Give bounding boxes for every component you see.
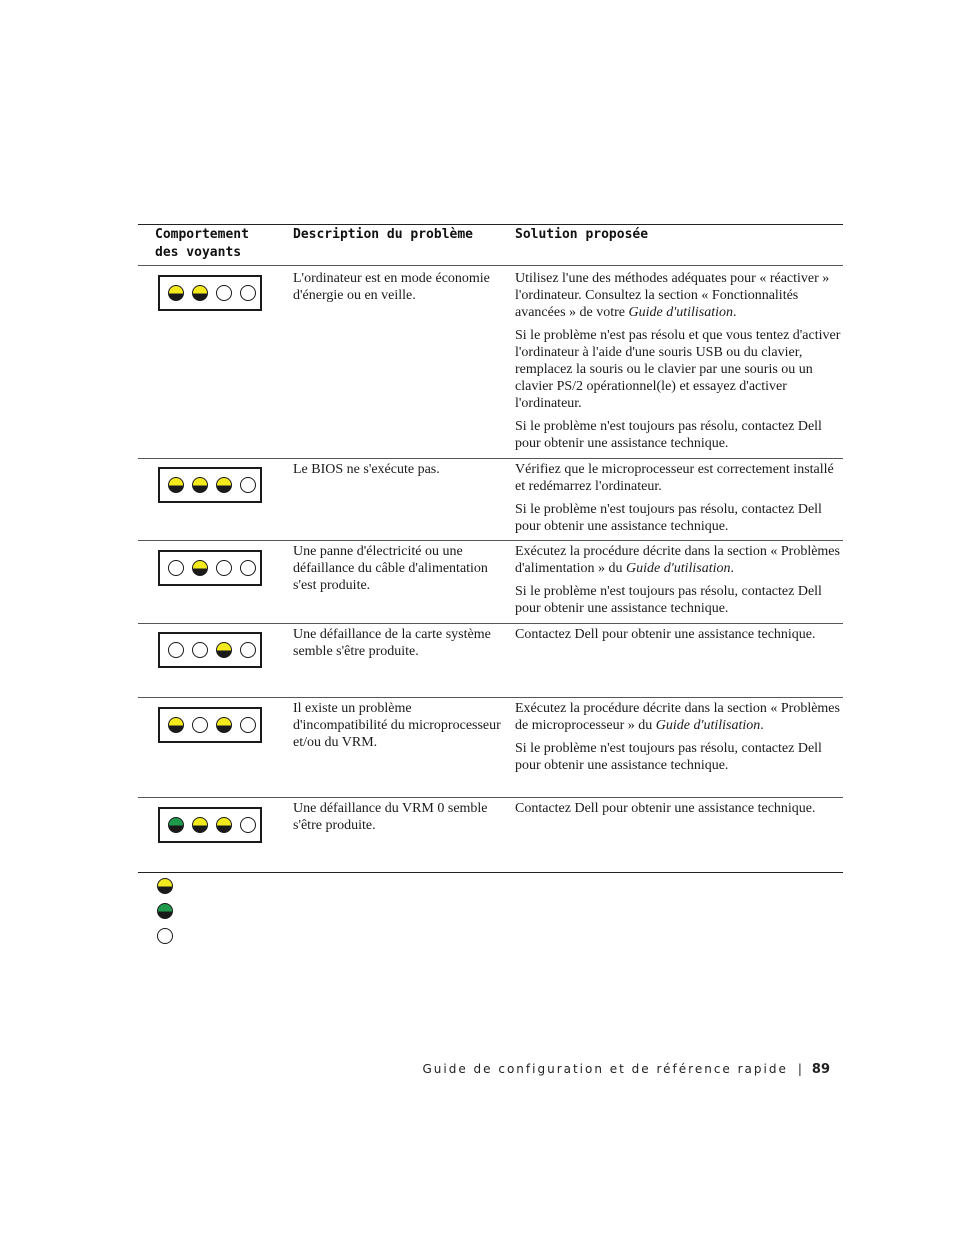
solution-text xyxy=(515,626,843,643)
diagnostic-led-icon xyxy=(168,285,184,301)
diagnostic-led-icon xyxy=(216,285,232,301)
legend-off-led-icon xyxy=(157,928,173,944)
diagnostic-led-icon xyxy=(216,717,232,733)
table-row xyxy=(138,265,843,459)
table-row xyxy=(138,458,843,541)
diagnostic-led-icon xyxy=(240,560,256,576)
diagnostic-led-icon xyxy=(216,642,232,658)
solution-paragraph: Si le problème n'est toujours pas résolu, contactez Dell pour obtenir une assistance technique. xyxy=(515,419,822,451)
problem-description: Une défaillance de la carte système semble s'être produite. xyxy=(293,627,491,659)
diagnostic-led-icon xyxy=(192,560,208,576)
column-header-behavior xyxy=(155,226,249,262)
diagnostic-led-icon xyxy=(168,477,184,493)
table-row xyxy=(138,623,843,698)
diagnostic-led-icon xyxy=(192,717,208,733)
problem-description: Le BIOS ne s'exécute pas. xyxy=(293,462,440,477)
table-bottom-rule xyxy=(138,872,843,873)
led-pattern xyxy=(158,275,262,311)
problem-description: L'ordinateur est en mode économie d'énergie ou en veille. xyxy=(293,271,490,303)
solution-text xyxy=(515,461,843,535)
solution-paragraph: Exécutez la procédure décrite dans la section « Problèmes de microprocesseur » du Guide d'utilisation. xyxy=(515,701,840,733)
solution-paragraph: Contactez Dell pour obtenir une assistance technique. xyxy=(515,627,816,642)
led-pattern xyxy=(158,550,262,586)
diagnostic-led-icon xyxy=(192,477,208,493)
problem-description: Une défaillance du VRM 0 semble s'être produite. xyxy=(293,801,488,833)
diagnostic-led-icon xyxy=(240,817,256,833)
column-header-behavior-line2: des voyants xyxy=(155,245,242,260)
diagnostic-led-icon xyxy=(192,817,208,833)
footer-separator: | xyxy=(797,1062,802,1076)
solution-text xyxy=(515,543,843,617)
solution-text xyxy=(515,700,843,774)
diagnostic-led-icon xyxy=(168,560,184,576)
diagnostic-led-icon xyxy=(240,642,256,658)
column-header-description: Description du problème xyxy=(293,227,474,242)
diagnostic-led-icon xyxy=(168,717,184,733)
diagnostic-led-icon xyxy=(216,560,232,576)
legend-yellow-led-icon xyxy=(157,878,173,894)
solution-paragraph: Si le problème n'est toujours pas résolu, contactez Dell pour obtenir une assistance technique. xyxy=(515,502,822,534)
diagnostic-led-icon xyxy=(192,642,208,658)
diagnostic-led-icon xyxy=(216,477,232,493)
page-number: 89 xyxy=(811,1062,830,1077)
solution-paragraph: Exécutez la procédure décrite dans la section « Problèmes d'alimentation » du Guide d'utilisation. xyxy=(515,544,840,576)
led-pattern xyxy=(158,807,262,843)
solution-paragraph: Si le problème n'est toujours pas résolu, contactez Dell pour obtenir une assistance technique. xyxy=(515,584,822,616)
table-row xyxy=(138,697,843,798)
solution-paragraph: Vérifiez que le microprocesseur est correctement installé et redémarrez l'ordinateur. xyxy=(515,462,834,494)
diagnostic-led-icon xyxy=(216,817,232,833)
led-pattern xyxy=(158,467,262,503)
led-pattern xyxy=(158,707,262,743)
footer-title: Guide de configuration et de référence rapide xyxy=(422,1062,788,1076)
solution-text xyxy=(515,800,843,817)
diagnostic-led-icon xyxy=(240,477,256,493)
diagnostic-led-icon xyxy=(240,717,256,733)
solution-paragraph: Utilisez l'une des méthodes adéquates pour « réactiver » l'ordinateur. Consultez la section « Fonctionnalités avancées » de votre Guide d'utilisation. xyxy=(515,271,830,320)
legend-green-led-icon xyxy=(157,903,173,919)
problem-description: Une panne d'électricité ou une défaillance du câble d'alimentation s'est produite. xyxy=(293,544,488,593)
column-header-behavior-line1: Comportement xyxy=(155,227,249,242)
solution-paragraph: Si le problème n'est toujours pas résolu, contactez Dell pour obtenir une assistance technique. xyxy=(515,741,822,773)
column-header-solution: Solution proposée xyxy=(515,227,649,242)
diagnostic-led-icon xyxy=(168,817,184,833)
diagnostic-led-icon xyxy=(240,285,256,301)
diagnostic-led-icon xyxy=(168,642,184,658)
table-top-rule xyxy=(138,224,843,225)
solution-paragraph: Si le problème n'est pas résolu et que vous tentez d'activer l'ordinateur à l'aide d'une souris USB ou du clavier, remplacez la souris ou le clavier par une souris ou un clavier PS/2 opérationnel(le) et essayez d'activer l'ordinateur. xyxy=(515,328,841,411)
problem-description: Il existe un problème d'incompatibilité du microprocesseur et/ou du VRM. xyxy=(293,701,501,750)
led-pattern xyxy=(158,632,262,668)
solution-text xyxy=(515,270,843,452)
solution-paragraph: Contactez Dell pour obtenir une assistance technique. xyxy=(515,801,816,816)
table-row xyxy=(138,797,843,873)
diagnostic-led-icon xyxy=(192,285,208,301)
table-row xyxy=(138,540,843,624)
page-footer xyxy=(423,1062,831,1077)
